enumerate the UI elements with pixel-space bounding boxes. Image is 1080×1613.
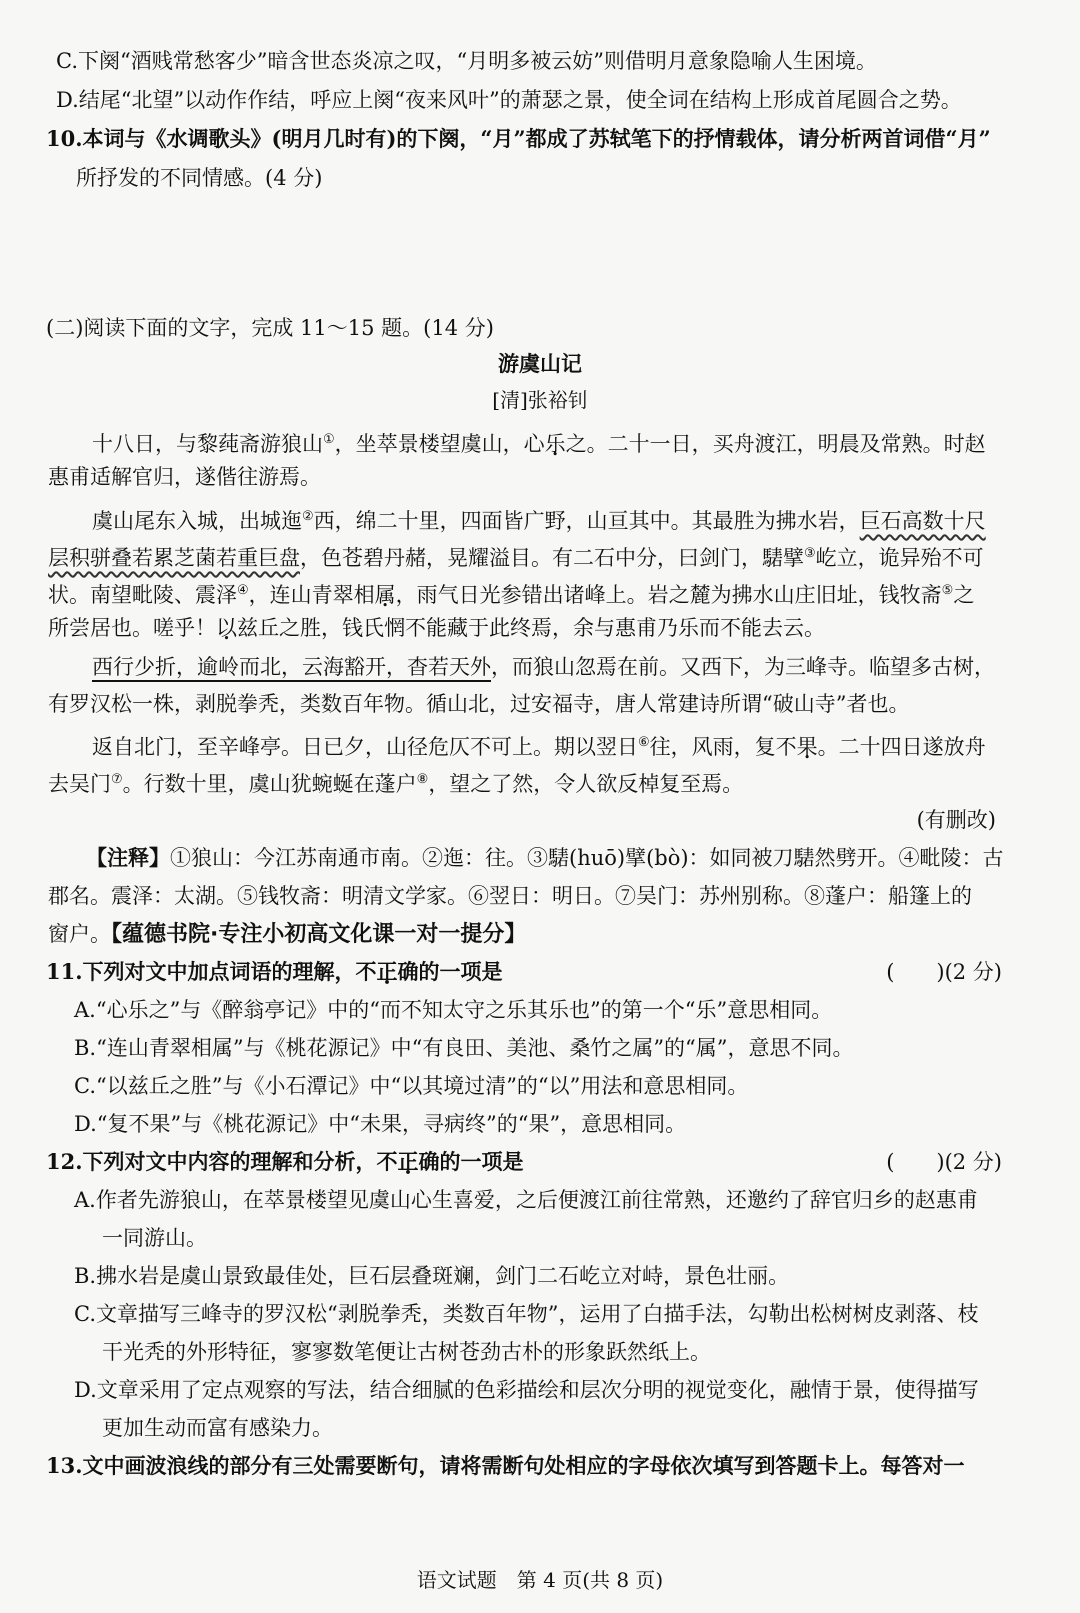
q12-option-a-line2: 一同游山。 [102, 1226, 207, 1250]
q11-stem-text: 的一项是 [418, 959, 503, 984]
passage-text: 西，绵二十里，四面皆广野，山亘其中。其最胜为拂水岩， [313, 509, 860, 533]
passage-text: ，而狼山忽焉在前。又西下，为三峰寺。临望多古树， [491, 655, 995, 679]
passage-p2-line2 [48, 539, 984, 573]
q12-option-c-line1: C.文章描写三峰寺的罗汉松“剥脱拳秃，类数百年物”，运用了白描手法，勾勒出松树树皮剥落、枝 [74, 1302, 979, 1326]
passage-p4-line1 [92, 728, 986, 762]
q12-option-d-line1: D.文章采用了定点观察的写法，结合细腻的色彩描绘和层次分明的视觉变化，融情于景，使得描写 [74, 1378, 979, 1402]
footnote-mark: ⑤ [941, 583, 954, 598]
passage-p3-line2: 有罗汉松一株，剥脱拳秃，类数百年物。循山北，过安福寺，唐人常建诗所谓“破山寺”者也。 [48, 692, 910, 716]
q12-option-a-line1: A.作者先游狼山，在萃景楼望见虞山心生喜爱，之后便渡江前往常熟，还邀约了辞官归乡的赵惠甫 [74, 1188, 978, 1212]
footnote-mark: ⑧ [416, 772, 429, 787]
passage-text: 之。二十一日，买舟渡江，明晨及常熟。时赵 [565, 432, 986, 456]
passage-p1-line1 [92, 425, 986, 459]
dotted-word: 果 [796, 735, 818, 759]
q11-option-b: B.“连山青翠相属”与《桃花源记》中“有良田、美池、桑竹之属”的“属”，意思不同。 [74, 1036, 854, 1060]
passage-text: 往，风雨，复不 [649, 735, 797, 759]
passage-text: ，坐萃景楼望虞山，心 [334, 432, 545, 456]
q12-stem [46, 1147, 524, 1177]
passage-text: 之 [953, 583, 975, 607]
passage-author: [清]张裕钊 [492, 388, 588, 412]
footnote-mark: ③ [804, 546, 816, 561]
passage-title: 游虞山记 [498, 351, 582, 376]
passage-text: ，望之了然，令人欲反棹复至焉。 [428, 772, 744, 796]
q12-option-d-line2: 更加生动而富有感染力。 [102, 1416, 333, 1440]
q11-option-c: C.“以兹丘之胜”与《小石潭记》中“以其境过清”的“以”用法和意思相同。 [74, 1074, 749, 1098]
q10-stem-line2: 所抒发的不同情感。(4 分) [76, 166, 323, 190]
passage-text: 返自北门，至辛峰亭。日已夕，山径危仄不可上。期以翌日 [92, 735, 638, 759]
passage-text: 騞擘 [762, 546, 804, 570]
notes-line2: 郡名。震泽：太湖。⑤钱牧斋：明清文学家。⑥翌日：明日。⑦吴门：苏州别称。⑧蓬户：船篷上的 [48, 884, 972, 908]
emphasis-not-correct: 不正确 [376, 1149, 440, 1174]
footnote-mark: ⑦ [111, 772, 123, 787]
passage-text: 。二十四日遂放舟 [817, 735, 986, 759]
passage-p2-line3 [48, 576, 974, 610]
q12-option-b: B.拂水岩是虞山景致最佳处，巨石层叠斑斓，剑门二石屹立对峙，景色壮丽。 [74, 1264, 790, 1288]
dotted-word: 以 [216, 616, 237, 640]
passage-text: 状。南望毗陵、震泽 [48, 583, 237, 607]
footnote-mark: ① [323, 432, 335, 447]
passage-p4-line2 [48, 765, 743, 799]
dotted-word: 属 [374, 583, 396, 607]
footnote-mark: ② [302, 509, 314, 524]
wavy-underlined-text: 层积骈叠若累芝菌若重巨盘 [48, 546, 300, 570]
passage-text: ，雨气日光参错出诸峰上。岩之麓为拂水山庄旧址，钱牧斋 [395, 583, 942, 607]
passage-text: 去吴门 [48, 772, 111, 796]
passage-text: 。行数十里，虞山犹蜿蜒在蓬户 [122, 772, 417, 796]
q12-stem-text: 的一项是 [439, 1149, 524, 1174]
passage-source: (有删改) [916, 808, 996, 832]
passage-text: 屹立，诡异殆不可 [815, 546, 984, 570]
notes-text: 窗户。 [48, 922, 111, 946]
q11-option-a: A.“心乐之”与《醉翁亭记》中的“而不知太守之乐其乐也”的第一个“乐”意思相同。 [74, 998, 833, 1022]
passage-text: ，色苍碧丹赭，晃耀溢目。有二石中分，曰剑门， [300, 546, 762, 570]
notes-label: 【注释】 [86, 845, 170, 870]
watermark-banner: 【蕴德书院·专注小初高文化课一对一提分】 [111, 922, 527, 947]
page-footer: 语文试题 第 4 页(共 8 页) [416, 1568, 664, 1592]
q10-stem-line1 [46, 124, 991, 154]
passage-p3-line1 [92, 652, 995, 682]
underlined-text: 西行少折，逾岭而北，云海豁开，杳若天外 [92, 655, 491, 679]
q10-number: 10.本词与《水调歌头》(明月几时有)的下阕，“月”都成了苏轼笔下的抒情载体，请分析两首词借“月” [46, 126, 991, 151]
q12-stem-text: 12.下列对文中内容的理解和分析， [46, 1149, 377, 1174]
q12-option-c-line2: 干光秃的外形特征，寥寥数笔便让古树苍劲古朴的形象跃然纸上。 [102, 1340, 711, 1364]
q12-answer-paren: ( )(2 分) [886, 1150, 1002, 1174]
q13-stem-line1: 13.文中画波浪线的部分有三处需要断句，请将需断句处相应的字母依次填写到答题卡上。每答对一 [46, 1453, 965, 1478]
passage-p2-line4 [48, 613, 825, 643]
passage-text: 虞山尾东入城，出城迤 [92, 509, 302, 533]
q11-stem-text: 11.下列对文中加点词语的理解， [46, 959, 356, 984]
footnote-mark: ⑥ [638, 735, 650, 750]
q11-answer-paren: ( )(2 分) [886, 960, 1002, 984]
q9-option-d: D.结尾“北望”以动作作结，呼应上阕“夜来风叶”的萧瑟之景，使全词在结构上形成首尾圆合之势。 [56, 88, 962, 112]
passage-text: 兹丘之胜，钱氏惘不能藏于此终焉，余与惠甫乃乐而不能去云。 [237, 616, 825, 640]
passage-text: ，连山青翠相 [248, 583, 375, 607]
footnote-mark: ④ [237, 583, 249, 598]
wavy-underlined-text: 巨石高数十尺 [859, 509, 986, 533]
emphasis-not-correct: 不正确 [355, 959, 419, 984]
dotted-word: 乐 [544, 432, 566, 456]
notes-text: ①狼山：今江苏南通市南。②迤：往。③騞(huō)擘(bò)：如同被刀騞然劈开。④毗陵：古 [170, 846, 1004, 870]
passage-text: 所尝居也。嗟乎！ [48, 616, 216, 640]
notes-line1 [86, 843, 1004, 873]
q11-stem [46, 957, 503, 987]
q11-option-d: D.“复不果”与《桃花源记》中“未果，寻病终”的“果”，意思相同。 [74, 1112, 687, 1136]
section-2-intro: (二)阅读下面的文字，完成 11～15 题。(14 分) [46, 316, 494, 340]
passage-p1-line2: 惠甫适解官归，遂偕往游焉。 [48, 465, 321, 489]
passage-text: 十八日，与黎莼斋游狼山 [92, 432, 323, 456]
q9-option-c: C.下阕“酒贱常愁客少”暗含世态炎凉之叹，“月明多被云妨”则借明月意象隐喻人生困境。 [56, 49, 877, 73]
notes-line3 [48, 919, 526, 950]
passage-p2-line1 [92, 502, 986, 536]
